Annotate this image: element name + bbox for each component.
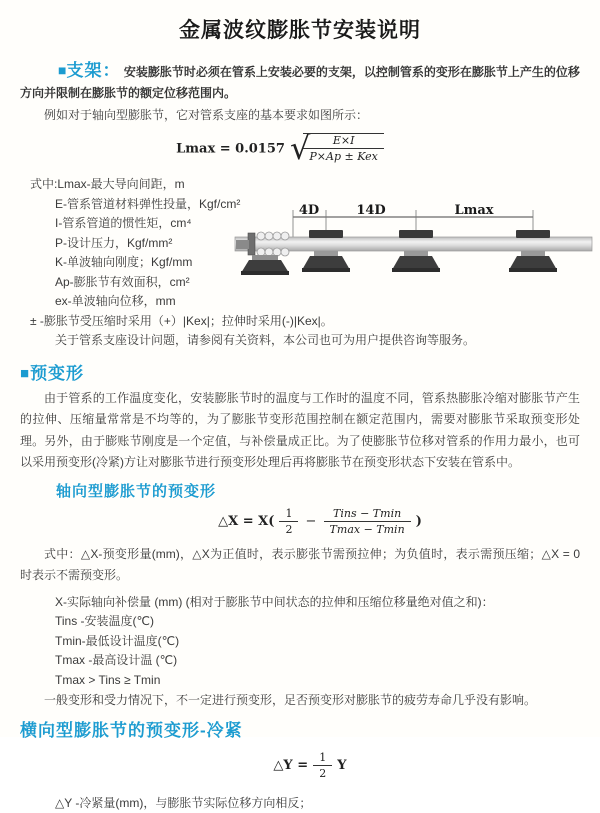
fraction-denominator: 2 [319,767,327,780]
lateral-heading: 横向型膨胀节的预变形-冷紧 [20,721,243,740]
fraction-numerator: Tins − Tmin [324,507,411,522]
axial-line: Tmax > Tins ≥ Tmin [55,672,161,687]
definition-line: P-设计压力，Kgf/mm² [55,235,173,250]
axial-explain: 式中：△X-预变形量(mm)，△X为正值时，表示膨张节需预拉伸；为负值时，表示需预压缩；△X = 0时表示不需预变形。 [20,546,580,582]
one-half-fraction [313,751,332,780]
lateral-formula-prefix: △Y = [273,758,309,773]
axial-formula-suffix: ) [415,513,422,529]
preform-heading-text: 预变形 [30,363,85,383]
definition-line: Ap-膨胀节有效面积，cm² [55,274,190,289]
temperature-fraction [324,507,411,536]
anchor-flange [248,233,255,255]
page-title: 金属波纹膨胀节安装说明 [179,19,421,42]
lmax-formula-lhs: Lmax = 0.0157 [176,141,285,157]
diagram-label-14d: 14D [356,203,386,218]
support-heading: 支架： [66,61,121,80]
section-marker-icon: ■ [58,62,67,78]
definition-line: I-管系管道的惯性矩，cm⁴ [55,216,192,230]
lmax-formula-numerator: E×I [303,134,383,149]
diagram-label-4d: 4D [298,203,320,218]
consult-note: 关于管系支座设计问题，请参阅有关资料，本公司也可为用户提供咨询等服务。 [55,333,476,347]
diagram-label-lmax: Lmax [454,203,494,218]
minus-operator: − [305,513,317,529]
axial-line: Tmin-最低设计温度(℃) [55,633,180,648]
axial-line: Tmax -最高设计温 (℃) [55,653,178,667]
lmax-formula [0,129,580,167]
support-intro-paragraph [20,60,580,104]
definition-line: ex-单波轴向位移，mm [55,294,176,308]
definitions-and-diagram [20,175,580,312]
axial-line: Tins -安装温度(℃) [55,614,155,628]
support-intro-text: 安装膨胀节时必须在管系上安装必要的支架，以控制管系的变形在膨胀节上产生的位移方向并限制在膨胀节的额定位移范围内。 [20,65,580,100]
lateral-formula [40,751,580,780]
axial-formula-prefix: △X = X( [218,513,275,529]
pipe [235,237,592,251]
pm-note: ± -膨胀节受压缩时采用（+）|Kex|；拉伸时采用(-)|Kex|。 [30,313,333,328]
one-half-fraction [279,507,298,536]
support-example-text: 例如对于轴向型膨胀节，它对管系支座的基本要求如图所示： [44,108,369,122]
definition-line: K-单波轴向刚度；Kgf/mm [55,255,193,269]
lateral-formula-suffix: Y [337,758,347,773]
definition-line: E-管系管道材料弹性投量，Kgf/cm² [55,196,241,211]
axial-note: 一般变形和受力情况下，不一定进行预变形，足否预变形对膨胀节的疲劳寿命几乎没有影响。 [44,693,537,707]
fraction-numerator: 1 [279,507,298,522]
fraction-denominator: Tmax − Tmin [329,522,405,536]
axial-heading: 轴向型膨胀节的预变形 [56,482,217,500]
sqrt-sign: √ [290,129,311,167]
section-marker-icon: ■ [20,364,31,382]
definition-line: 式中:Lmax-最大导向间距，m [30,177,185,191]
preform-heading [20,359,580,384]
lateral-note: △Y -冷紧量(mm)，与膨胀节实际位移方向相反； [55,796,312,810]
fraction-numerator: 1 [313,751,332,766]
anchor-pedestal [241,255,289,275]
axial-line: X-实际轴向补偿量 (mm) (相对于膨胀节中间状态的拉伸和压缩位移量绝对值之和)： [55,594,494,609]
fraction-denominator: 2 [285,522,293,536]
axial-formula [60,507,580,536]
anchor-block [236,240,249,249]
lmax-formula-fraction [303,133,383,163]
lmax-formula-denominator: P×Ap ± Kex [309,150,378,163]
pipe-support-diagram [234,203,594,297]
preform-body: 由于管系的工作温度变化，安装膨胀节时的温度与工作时的温度不同，管系热膨胀冷缩对膨胀节产生的拉伸、压缩量常常是不均等的，为了膨胀节变形范围控制在额定范围内，需要对膨胀节采取预变形处理。另外，由于膨账节刚度是一个定值，与补偿量成正比。为了使膨胀节位移对管系的作用力最小，也可以采用预变形(冷紧)方让对膨胀节进行预变形处理后再将膨胀节在预变形状态下安装在管系中。 [20,390,580,469]
